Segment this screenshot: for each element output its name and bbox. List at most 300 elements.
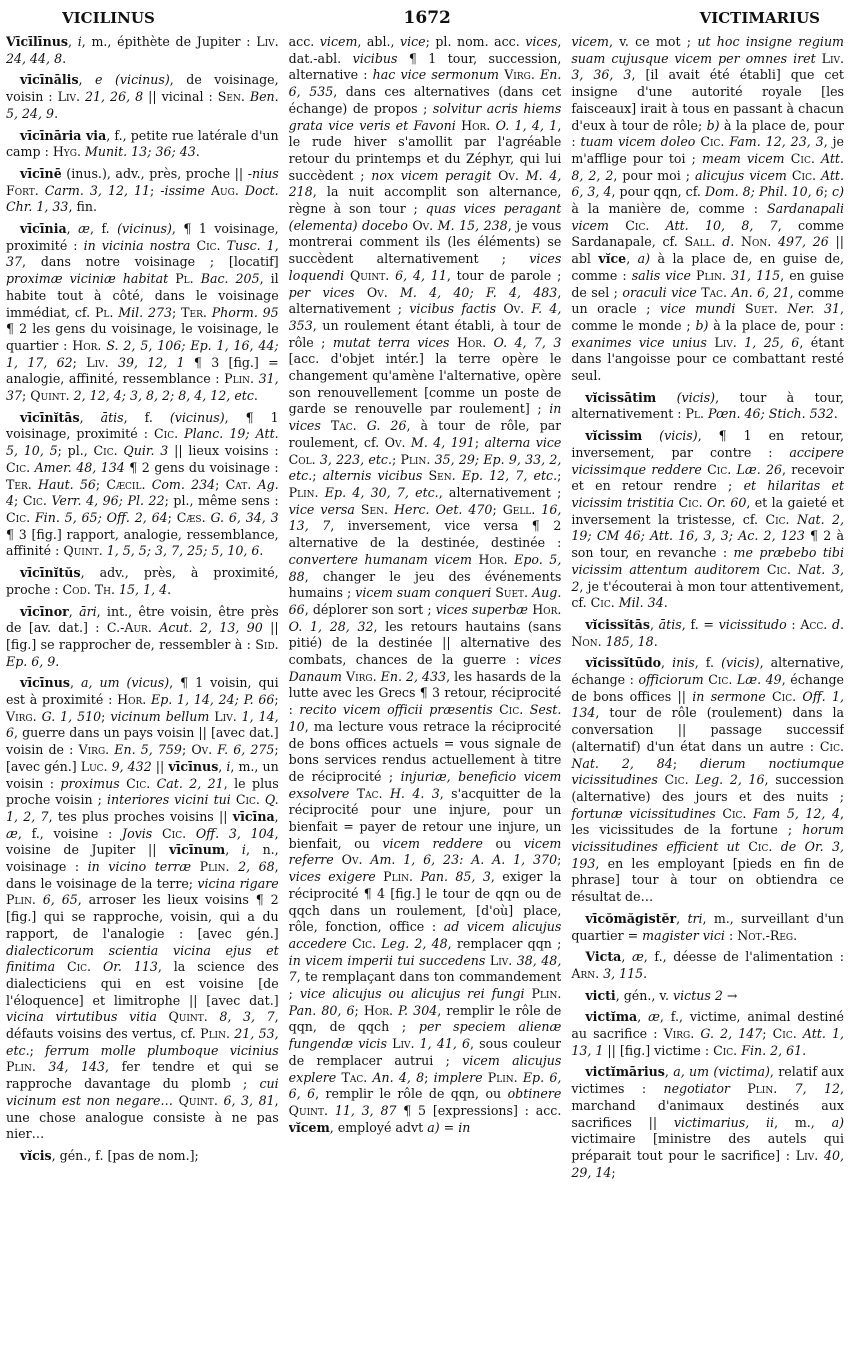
entry-text: , exiger la réciprocité ¶ 4 [fig.] le tour de qqn ou de qqch dans un roulement, [d'où] place, rôle, fonction, office : [288,869,562,935]
italic-text: Bac. 205 [193,271,260,287]
italic-text: victus 2 [673,987,723,1003]
italic-text: H. 4. 3 [382,785,440,801]
italic-text: 24, 44, 8 [6,50,63,66]
italic-text: G. 2, 147 [694,1026,763,1042]
author-abbrev: Liv. [86,354,109,370]
italic-text: G. 26 [356,418,407,434]
italic-text: (vicinus) [169,409,225,425]
entry-text: , remplir le rôle de qqn, de qqch ; [288,1002,562,1035]
italic-text: 15, 1, 4 [115,581,168,597]
italic-text: implere [433,1069,483,1085]
author-abbrev: Cic. [772,1026,797,1042]
entry-text: , une chose analogue consiste à ne pas nier… [6,1092,279,1142]
italic-text: Ep. 6, 6, 6 [288,1069,562,1102]
italic-text: tri [687,910,703,926]
entry-text: ; [557,468,562,484]
entry-text [152,826,162,841]
italic-text: 1, 41, 6 [414,1036,471,1052]
author-abbrev: Quint. [63,543,103,559]
author-abbrev: Cic. [722,805,747,821]
entry-text: , de voisinage, voisin : [6,72,279,105]
italic-text: meam vicem [702,150,785,166]
entry-text: ¶ 2 les gens du voisinage, le voisinage, le quartier : [6,321,279,353]
italic-text: Nat. 2, 84 [571,755,673,771]
headword: vĭcissĭtās [585,616,650,632]
author-abbrev: Cic. [6,459,31,475]
author-abbrev: Gell. [502,501,536,517]
author-abbrev: Cat. [225,476,252,492]
italic-text: En. 2, 433 [376,668,447,684]
entry-text: ; pl., même sens : [164,493,279,509]
italic-text: M. 4, 40; F. 4, 483 [387,284,558,300]
italic-text: G. 1, 510 [36,708,102,724]
entry-text: || vicinal : [143,89,218,105]
italic-text: Com. 234 [145,476,216,492]
italic-text: 31, 37 [6,371,279,404]
entry-text: . [62,50,67,66]
entry-text: . [54,105,59,121]
author-abbrev: Cæs. [176,509,206,525]
entry-text: , pour qqn, cf. [611,184,705,200]
entry-text: ; [474,434,485,450]
author-abbrev: Cic. [748,839,773,855]
dictionary-entry [6,410,279,560]
entry-text [55,959,67,974]
italic-text: 1, 14, 6 [6,708,279,741]
author-abbrev: Virg. [345,668,377,684]
dictionary-entry [6,604,279,671]
italic-text: in [458,1119,471,1135]
entry-text: , ¶ 1 voisinage, proximité : [6,409,279,442]
dictionary-entry [571,949,844,982]
dictionary-entry [6,675,279,1143]
entry-text: , remplacer qqn ; [447,935,562,951]
author-abbrev: Ov. [503,301,525,317]
author-abbrev: Ov. [498,167,519,183]
author-abbrev: Sid. [255,636,279,652]
headword: vīcīnālis [20,72,79,88]
entry-text: , le rude hiver s'amollit par l'agréable retour du printemps et du Zéphyr, qui lui succèdent ; [288,117,562,183]
entry-text: . [643,965,648,981]
entry-text: , comme Sardanapale, cf. [571,217,844,250]
italic-text: 39, 12, 1 [108,354,185,370]
italic-text: Leg. 2, 48 [376,935,448,951]
author-abbrev: Tac. [701,284,728,300]
entry-text: . [55,653,60,669]
italic-text: F. 6, 275 [212,742,275,758]
italic-text: vices [525,34,558,49]
entry-text: , [218,758,227,774]
entry-text: , étant dans l'angoisse pour ce combattant resté seul. [571,334,845,384]
italic-text: O. 1, 28, 32 [288,618,374,634]
entry-text [355,285,367,300]
entry-text [656,390,676,405]
entry-text: ; [101,708,111,724]
italic-text: vicina virtutibus vitia [6,1009,157,1025]
dictionary-entry [571,1009,844,1059]
entry-text: , guerre dans un pays voisin || [avec dat.] voisin de : [6,725,279,758]
entry-text: , dans le voisinage de la terre; [6,859,279,891]
italic-text: -issime [160,182,205,198]
author-abbrev: Cic. [6,509,31,525]
author-abbrev: Ov. [412,217,434,233]
entry-text: , gén., v. [615,987,673,1003]
entry-text: . [195,144,200,160]
italic-text: M. 4, 191 [405,434,475,450]
italic-text: ātis [100,409,124,425]
italic-text: mutat terra vices [332,334,450,350]
entry-text: à la place de, en guise de, comme : [571,251,845,283]
italic-text: Ben. 5, 24, 9 [6,89,279,121]
italic-text: 3, 223, etc. [315,451,392,467]
italic-text: Or. 113 [91,959,158,975]
author-abbrev: Hor. [363,1002,394,1018]
running-header [6,8,844,34]
italic-text: Att. 1, 13, 1 [571,1026,845,1058]
entry-text: . [253,388,258,404]
dictionary-entry [6,565,279,598]
author-abbrev: Cic. [22,493,47,509]
entry-text: , [79,409,101,425]
dictionary-entry [6,1148,279,1165]
author-abbrev: Liv. [57,89,81,105]
italic-text: G. 6, 34, 3 [205,509,279,525]
entry-text: , tour de rôle (roulement) dans la conversation || passage successif (alternatif) d'un état dans un autre : [571,705,845,754]
entry-text: . [259,543,264,559]
entry-text: ; [611,1164,616,1180]
headword: vĭcissĭtūdo [585,655,662,671]
author-abbrev: Cic. [790,150,815,166]
italic-text: vicibus [352,50,398,66]
italic-text: accipere vicissimque reddere [571,444,845,477]
italic-text: Epo. 5, 88 [288,551,562,584]
entry-text: , [225,842,242,858]
italic-text: 1, 5, 5; 3, 7, 25; 5, 10, 6 [102,543,260,559]
headword: vīcīnāria via [20,127,107,143]
headword: vīcīnia [20,221,67,237]
dictionary-entry [6,128,279,161]
italic-text: cui vicinum est non negare… [6,1076,279,1108]
italic-text: 6, 65 [35,892,78,908]
italic-text: vice versa [288,501,355,517]
dictionary-entry [6,72,279,122]
headword: vīcīnĭtŭs [20,565,81,581]
italic-text: tuam vicem doleo [580,134,696,150]
entry-text: || [151,758,169,774]
headword: victi [585,987,616,1003]
italic-text: M. 4, 218 [288,167,562,200]
italic-text: Att. 8, 2, 2 [571,150,844,183]
entry-text: , [664,1064,674,1080]
italic-text: 2, 12, 4; 3, 8, 2; 8, 4, 12, etc [69,388,254,404]
italic-text: Ag. 4 [6,476,279,509]
headword: vīcīnus [20,675,70,691]
entry-text: , f., voisine : [17,825,123,841]
header-left-guideword: VICILINUS [62,9,155,27]
entry-text: , [il avait été établi] que cet insigne d'une autorité royale [les faisceaux] irait à tous en passant à chacun d'eux à tour de rôle; [571,67,845,133]
italic-text: in vicem imperii tui succedens [288,952,486,968]
entry-text: , les vicissitudes de la fortune ; [571,805,845,838]
author-abbrev: Cæcil. [106,476,146,492]
author-abbrev: Cic. [700,134,725,150]
entry-text: ¶ 3 [fig.] rapport, analogie, ressemblance, affinité : [6,526,279,559]
entry-text: , ¶ 1 en retour, inversement, par contre : [571,428,844,460]
author-abbrev: Hor. [72,337,102,353]
author-abbrev: Ov. [341,852,363,868]
italic-text: 21, 26, 8 [80,89,144,105]
author-abbrev: Hor. [461,117,491,133]
author-abbrev: Plin. [487,1069,518,1085]
italic-text: Haut. 56 [31,476,96,492]
italic-text: P. 304 [393,1002,438,1018]
text-columns [6,34,844,1344]
italic-text: M. 15, 238 [433,217,508,233]
author-abbrev: Cic. [590,595,615,611]
dictionary-entry [571,617,844,650]
entry-text: , [66,221,79,237]
italic-text: a, um (vicus) [80,675,170,691]
italic-text: quas vices peragant (elementa) docebo [288,201,562,233]
italic-text: 3, 115 [599,965,644,981]
entry-text [735,301,745,316]
italic-text: vice alicujus ou alicujus rei fungi [299,986,525,1002]
italic-text: 8, 3, 7 [207,1009,275,1025]
entry-text: , ¶ 1 voisinage, proximité : [6,221,279,253]
entry-text: ; [29,1042,46,1058]
author-abbrev: Acc. [800,616,828,632]
italic-text: oraculi vice [622,284,697,300]
italic-text: alternis vicibus [322,468,423,484]
author-abbrev: Cic. [154,426,179,442]
italic-text: a) [637,251,651,267]
entry-text: ; [312,468,323,484]
italic-text: salis vice [631,267,691,283]
italic-text: Ep. 1, 14, 24; P. 66 [146,692,275,708]
entry-text: ; [492,501,503,517]
entry-text: , m., [774,1114,832,1130]
italic-text: Acut. 2, 13, 90 [151,620,263,636]
italic-text: proximus [60,775,120,791]
author-abbrev: Virg. [504,67,535,83]
author-abbrev: Cic. [162,825,187,841]
author-abbrev: Plin. [288,484,319,500]
italic-text: Mil. 34 [614,595,664,611]
author-abbrev: Cod. Th. [62,581,116,597]
entry-text: acc. [288,34,320,49]
author-abbrev: Cic. [707,461,732,477]
headword: vĭcissātim [585,389,657,405]
italic-text: alterna vice [484,434,562,450]
italic-text: vicinum bellum [110,708,210,724]
italic-text: in sermone [692,688,766,704]
italic-text: ātis [658,616,682,632]
author-abbrev: Virg. [78,742,110,758]
author-abbrev: Pl. [685,406,704,422]
entry-text: , arroser les lieux voisins ¶ 2 [fig.] qui se rapproche, voisin, qui a du rapport, de l'analogie : [avec gén.] [6,892,279,941]
author-abbrev: Cic. [765,511,790,527]
italic-text: Ner. 31 [777,301,840,317]
entry-text: . [802,1042,807,1058]
author-abbrev: Suet. [745,301,778,317]
headword: vīcīnum [169,842,226,858]
author-abbrev: Pl. [175,271,194,287]
italic-text: per speciem alienæ fungendæ vicis [288,1019,562,1052]
entry-text: , abl., [357,34,400,49]
italic-text: (vicinus) [117,221,172,237]
entry-text: , f. = [681,616,719,632]
author-abbrev: Cic. [235,792,260,808]
italic-text: b) [706,117,720,133]
headword: vīcīnor [20,603,69,619]
entry-text: , alternativement ; [438,484,562,500]
entry-text: , f., petite rue latérale d'un camp : [6,127,279,160]
italic-text: Cat. 2, 21 [150,775,224,791]
entry-text: , inversement, vice versa ¶ 2 alternative de la destinée, destinée : [288,518,562,551]
entry-text: , fer tendre et qui se rapproche davantage du plomb ; [6,1059,279,1092]
entry-text: victimaire [ministre des autels qui préparait tout pour le sacrifice] : [571,1131,845,1163]
italic-text: Herc. Oet. 470 [388,501,493,517]
italic-text: F. 4, 353 [288,301,562,333]
author-abbrev: Non. [741,234,772,250]
entry-text: , tes plus proches voisins || [48,808,233,824]
entry-text: ; [avec gén.] [6,742,279,774]
author-abbrev: Cic. [499,702,524,718]
author-abbrev: Plin. [200,1026,230,1042]
headword: vĭcissim [585,428,643,444]
entry-text: . [167,581,172,597]
italic-text: officiorum [638,672,704,688]
entry-text: , f. [89,221,118,237]
author-abbrev: Sall. [684,234,716,250]
author-abbrev: Cic. [126,775,151,791]
entry-text: ; [150,182,161,198]
author-abbrev: Virg. [6,708,37,724]
italic-text: æ [631,949,644,965]
dictionary-entry [571,911,844,944]
italic-text: Munit. 13; 36; 43 [80,144,196,160]
entry-text: , [649,616,659,632]
entry-text: , la science des dialecticiens qui en est voisine [de l'éloquence] et limitrophe || [avec dat.] [6,959,279,1008]
italic-text: 9, 432 [107,758,152,774]
italic-text: a) [831,1114,845,1130]
entry-text: , v. ce mot ; [608,34,698,49]
author-abbrev: Not.-Reg. [737,927,798,943]
entry-text: , à tour de rôle, par roulement, cf. [288,418,562,450]
italic-text: 31, 115 [725,267,781,283]
entry-text: ; [823,184,833,200]
headword: vīcīna [232,808,275,824]
entry-text: , un roulement étant établi, à tour de rôle ; [288,317,562,350]
entry-text [730,1081,747,1096]
headword: vīcīnĭtās [20,409,80,425]
entry-text: , te remplaçant dans ton commandement ; [288,969,562,1002]
entry-text: ; [424,1069,434,1085]
entry-text: , tour de parole ; [446,267,562,283]
author-abbrev: C.-Aur. [106,620,152,636]
dictionary-entry [571,1064,844,1181]
author-abbrev: Plin. [6,892,36,908]
entry-text [642,428,659,443]
italic-text: in vices [288,401,562,434]
entry-text: , comme un oracle ; [571,284,844,317]
author-abbrev: Quint. [168,1009,208,1025]
entry-text: || [fig.] se rapprocher de, ressembler à : [6,620,279,652]
italic-text: horum vicissitudines efficient ut [571,822,845,855]
italic-text: Nat. 2, 19; CM 46; Att. 16, 3, 3; Ac. 2, 123 [571,511,845,544]
entry-text: : [724,927,738,943]
italic-text: Ep. 4, 30, 7, etc. [318,484,439,500]
italic-text: solvitur acris hiems grata vice veris et Favoni [288,100,562,133]
italic-text: Verr. 4, 96; Pl. 22 [46,493,165,509]
entry-text: , je t'écouterai à mon tour attentivement, cf. [571,578,845,611]
entry-text [760,562,767,577]
entry-text: , dans ces alternatives (dans cet échange) de propos ; [288,84,562,116]
italic-text: (vicis) [676,389,716,405]
entry-text: , il habite tout à côté, dans le voisinage immédiat, cf. [6,271,279,320]
entry-text: ¶ 1 tour, succession, alternative : [288,50,562,83]
italic-text: d. [827,616,845,632]
author-abbrev: Tac. [341,1069,368,1085]
italic-text: vices exigere [288,869,376,885]
header-right-guideword: VICTIMARIUS [699,9,820,27]
entry-text: , je m'afflige pour toi ; [571,134,845,166]
italic-text: interiores vicini tui [106,792,231,808]
italic-text: vicina rigare [197,875,279,891]
italic-text: 3, 36, 3 [571,67,632,83]
italic-text: Ep. 12, 7, etc. [455,468,558,484]
entry-text: , alternativement ; [288,284,562,317]
entry-text: ¶ 3 [fig.] = analogie, affinité, ressemblance : [6,354,279,387]
author-abbrev: Suet. [495,585,529,601]
author-abbrev: Cic. [708,672,733,688]
italic-text: Fin. 2, 61 [737,1042,803,1058]
italic-text: vicibus factis [409,301,497,317]
entry-text: , marchand d'animaux destinés aux sacrifices || [571,1081,845,1130]
author-abbrev: Non. [571,633,602,649]
author-abbrev: Cic. [772,688,797,704]
entry-text: , je vous montrerai comment ils (les éléments) se succèdent alternativement ; [288,217,562,267]
entry-text: , n., voisinage : [6,842,279,875]
entry-text: → [722,987,738,1003]
author-abbrev: Plin. [199,859,230,875]
italic-text: An. 4, 8 [367,1069,425,1085]
entry-text: , [68,603,80,619]
entry-text: , f., déesse de l'alimentation : [643,949,845,965]
entry-text: ; [557,852,562,868]
entry-text: || [fig.] victime : [603,1042,714,1058]
entry-text: , f., victime, animal destiné au sacrifice : [571,1009,845,1042]
entry-text: ; pl., [57,443,94,459]
italic-text: vice [399,34,426,49]
italic-text: c) [832,184,845,200]
headword: vīcīnē [20,165,62,181]
italic-text: (vicis) [721,655,760,671]
author-abbrev: Sen. [360,501,388,517]
italic-text: En. 6, 535 [288,67,562,100]
italic-text: Leg. 2, 16 [688,772,765,788]
entry-text: , comme le monde ; [571,301,845,333]
entry-text: . [663,595,668,611]
entry-text: ; [762,1026,773,1042]
column-left [6,34,279,1344]
entry-text [450,335,457,350]
entry-text: ; [14,493,23,509]
entry-text: , employé adv [329,1119,419,1135]
italic-text: injuriæ, beneficio vicem exsolvere [288,768,562,801]
author-abbrev: Cic. [819,738,845,754]
author-abbrev: Plin. [224,371,255,387]
entry-text: , remplir le rôle de qqn, ou [315,1086,508,1102]
